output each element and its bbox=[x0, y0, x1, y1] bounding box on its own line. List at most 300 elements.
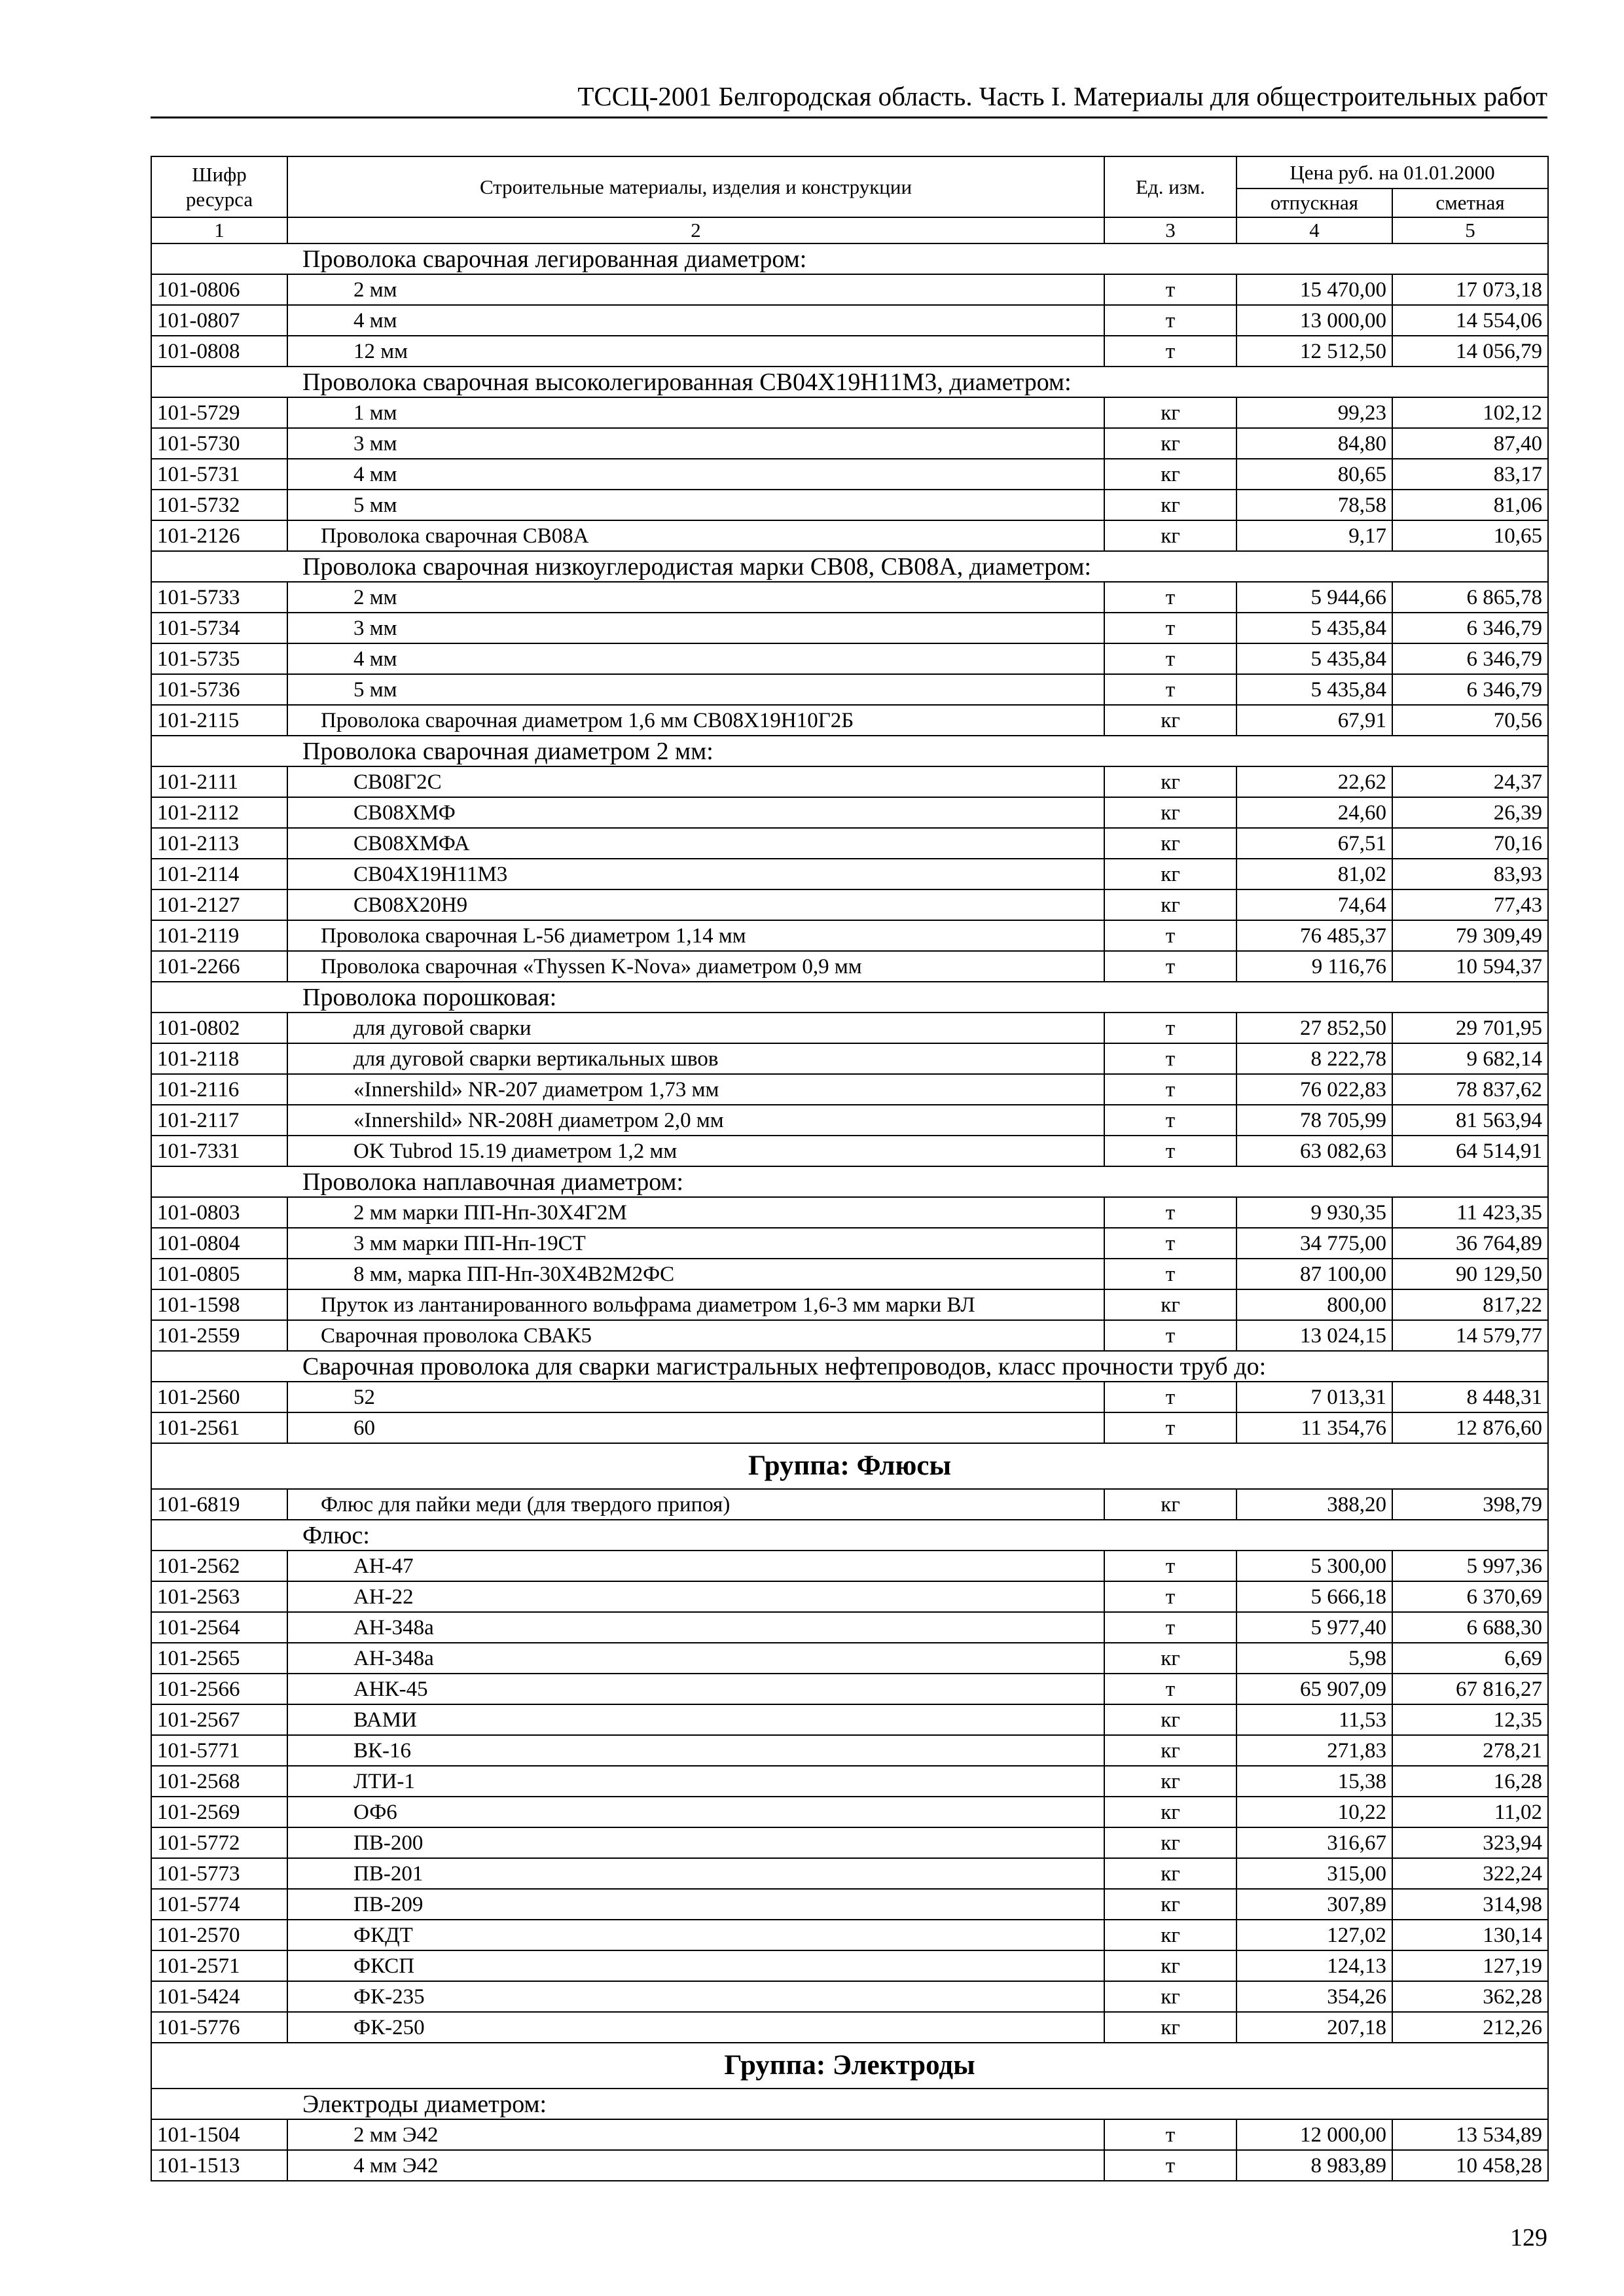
estimate-price-cell: 10,65 bbox=[1392, 520, 1548, 551]
release-price-cell: 9 930,35 bbox=[1236, 1197, 1392, 1228]
resource-code-cell: 101-2571 bbox=[151, 1950, 287, 1981]
unit-cell: т bbox=[1104, 613, 1236, 643]
table-row bbox=[151, 490, 1548, 520]
material-name-cell: OK Tubrod 15.19 диаметром 1,2 мм bbox=[287, 1136, 1104, 1166]
resource-code-cell: 101-0807 bbox=[151, 305, 287, 336]
release-price-cell: 307,89 bbox=[1236, 1889, 1392, 1920]
unit-cell: т bbox=[1104, 2119, 1236, 2150]
table-row bbox=[151, 1674, 1548, 1704]
resource-code-cell: 101-0806 bbox=[151, 274, 287, 305]
header-rule bbox=[151, 117, 1547, 118]
head-col-number: 5 bbox=[1392, 217, 1548, 243]
material-name-cell: 2 мм марки ПП-Нп-30Х4Г2М bbox=[287, 1197, 1104, 1228]
resource-code-cell: 101-5732 bbox=[151, 490, 287, 520]
unit-cell: т bbox=[1104, 274, 1236, 305]
unit-cell: кг bbox=[1104, 520, 1236, 551]
release-price-cell: 9 116,76 bbox=[1236, 951, 1392, 982]
unit-cell: кг bbox=[1104, 828, 1236, 859]
subgroup-title: Проволока сварочная низкоуглеродистая марки СВ08, СВ08А, диаметром: bbox=[151, 551, 1548, 582]
resource-code-cell: 101-5776 bbox=[151, 2012, 287, 2043]
table-row bbox=[151, 1766, 1548, 1797]
estimate-price-cell: 322,24 bbox=[1392, 1858, 1548, 1889]
release-price-cell: 81,02 bbox=[1236, 859, 1392, 889]
release-price-cell: 9,17 bbox=[1236, 520, 1392, 551]
table-row bbox=[151, 520, 1548, 551]
table-row bbox=[151, 1612, 1548, 1643]
release-price-cell: 13 024,15 bbox=[1236, 1320, 1392, 1351]
resource-code-cell: 101-1598 bbox=[151, 1289, 287, 1320]
unit-cell: кг bbox=[1104, 428, 1236, 459]
subgroup-row bbox=[151, 2089, 1548, 2119]
resource-code-cell: 101-2567 bbox=[151, 1704, 287, 1735]
unit-cell: кг bbox=[1104, 1489, 1236, 1520]
resource-code-cell: 101-2568 bbox=[151, 1766, 287, 1797]
release-price-cell: 67,51 bbox=[1236, 828, 1392, 859]
material-name-cell: Проволока сварочная L-56 диаметром 1,14 мм bbox=[287, 920, 1104, 951]
table-row bbox=[151, 274, 1548, 305]
table-row bbox=[151, 1551, 1548, 1581]
release-price-cell: 99,23 bbox=[1236, 397, 1392, 428]
estimate-price-cell: 362,28 bbox=[1392, 1981, 1548, 2012]
release-price-cell: 11,53 bbox=[1236, 1704, 1392, 1735]
resource-code-cell: 101-7331 bbox=[151, 1136, 287, 1166]
release-price-cell: 5 435,84 bbox=[1236, 643, 1392, 674]
estimate-price-cell: 83,93 bbox=[1392, 859, 1548, 889]
release-price-cell: 315,00 bbox=[1236, 1858, 1392, 1889]
table-row bbox=[151, 1489, 1548, 1520]
subgroup-row bbox=[151, 243, 1548, 274]
unit-cell: кг bbox=[1104, 1643, 1236, 1674]
table-row bbox=[151, 674, 1548, 705]
estimate-price-cell: 12,35 bbox=[1392, 1704, 1548, 1735]
material-name-cell: ЛТИ-1 bbox=[287, 1766, 1104, 1797]
release-price-cell: 5 435,84 bbox=[1236, 674, 1392, 705]
subgroup-title: Проволока сварочная высоколегированная СВ04Х19Н11М3, диаметром: bbox=[151, 367, 1548, 397]
table-row bbox=[151, 1382, 1548, 1412]
resource-code-cell: 101-5774 bbox=[151, 1889, 287, 1920]
estimate-price-cell: 67 816,27 bbox=[1392, 1674, 1548, 1704]
table-row bbox=[151, 459, 1548, 490]
release-price-cell: 34 775,00 bbox=[1236, 1228, 1392, 1259]
unit-cell: кг bbox=[1104, 1889, 1236, 1920]
subgroup-title: Флюс: bbox=[151, 1520, 1548, 1551]
estimate-price-cell: 6 688,30 bbox=[1392, 1612, 1548, 1643]
release-price-cell: 15 470,00 bbox=[1236, 274, 1392, 305]
material-name-cell: ПВ-209 bbox=[287, 1889, 1104, 1920]
release-price-cell: 65 907,09 bbox=[1236, 1674, 1392, 1704]
unit-cell: кг bbox=[1104, 490, 1236, 520]
release-price-cell: 207,18 bbox=[1236, 2012, 1392, 2043]
unit-cell: кг bbox=[1104, 1735, 1236, 1766]
estimate-price-cell: 79 309,49 bbox=[1392, 920, 1548, 951]
release-price-cell: 78,58 bbox=[1236, 490, 1392, 520]
table-row bbox=[151, 1797, 1548, 1827]
table-row bbox=[151, 1043, 1548, 1074]
head-estimate-price: сметная bbox=[1392, 188, 1548, 217]
material-name-cell: ФКСП bbox=[287, 1950, 1104, 1981]
material-name-cell: 8 мм, марка ПП-Нп-30Х4В2М2ФС bbox=[287, 1259, 1104, 1289]
release-price-cell: 80,65 bbox=[1236, 459, 1392, 490]
table-row bbox=[151, 828, 1548, 859]
unit-cell: кг bbox=[1104, 397, 1236, 428]
resource-code-cell: 101-2564 bbox=[151, 1612, 287, 1643]
release-price-cell: 78 705,99 bbox=[1236, 1105, 1392, 1136]
resource-code-cell: 101-5424 bbox=[151, 1981, 287, 2012]
estimate-price-cell: 14 554,06 bbox=[1392, 305, 1548, 336]
group-row bbox=[151, 2043, 1548, 2089]
material-name-cell: АН-22 bbox=[287, 1581, 1104, 1612]
estimate-price-cell: 398,79 bbox=[1392, 1489, 1548, 1520]
release-price-cell: 271,83 bbox=[1236, 1735, 1392, 1766]
material-name-cell: ВАМИ bbox=[287, 1704, 1104, 1735]
table-row bbox=[151, 705, 1548, 736]
resource-code-cell: 101-5734 bbox=[151, 613, 287, 643]
material-name-cell: 3 мм bbox=[287, 428, 1104, 459]
unit-cell: т bbox=[1104, 1074, 1236, 1105]
material-name-cell: «Innershild» NR-207 диаметром 1,73 мм bbox=[287, 1074, 1104, 1105]
unit-cell: кг bbox=[1104, 859, 1236, 889]
table-row bbox=[151, 1289, 1548, 1320]
material-name-cell: Флюс для пайки меди (для твердого припоя) bbox=[287, 1489, 1104, 1520]
estimate-price-cell: 323,94 bbox=[1392, 1827, 1548, 1858]
resource-code-cell: 101-5773 bbox=[151, 1858, 287, 1889]
release-price-cell: 124,13 bbox=[1236, 1950, 1392, 1981]
resource-code-cell: 101-2119 bbox=[151, 920, 287, 951]
head-col-number: 2 bbox=[287, 217, 1104, 243]
material-name-cell: ФК-250 bbox=[287, 2012, 1104, 2043]
estimate-price-cell: 26,39 bbox=[1392, 797, 1548, 828]
table-row bbox=[151, 889, 1548, 920]
subgroup-row bbox=[151, 982, 1548, 1013]
table-row bbox=[151, 1950, 1548, 1981]
resource-code-cell: 101-0802 bbox=[151, 1013, 287, 1043]
group-row bbox=[151, 1443, 1548, 1489]
unit-cell: кг bbox=[1104, 1950, 1236, 1981]
estimate-price-cell: 278,21 bbox=[1392, 1735, 1548, 1766]
resource-code-cell: 101-2114 bbox=[151, 859, 287, 889]
release-price-cell: 5 977,40 bbox=[1236, 1612, 1392, 1643]
resource-code-cell: 101-2126 bbox=[151, 520, 287, 551]
subgroup-title: Сварочная проволока для сварки магистральных нефтепроводов, класс прочности труб до: bbox=[151, 1351, 1548, 1382]
estimate-price-cell: 10 594,37 bbox=[1392, 951, 1548, 982]
table-row bbox=[151, 1105, 1548, 1136]
release-price-cell: 10,22 bbox=[1236, 1797, 1392, 1827]
table-row bbox=[151, 1074, 1548, 1105]
unit-cell: кг bbox=[1104, 2012, 1236, 2043]
resource-code-cell: 101-2112 bbox=[151, 797, 287, 828]
unit-cell: т bbox=[1104, 1412, 1236, 1443]
table-body bbox=[151, 243, 1548, 2181]
resource-code-cell: 101-2569 bbox=[151, 1797, 287, 1827]
estimate-price-cell: 12 876,60 bbox=[1392, 1412, 1548, 1443]
table-row bbox=[151, 1704, 1548, 1735]
estimate-price-cell: 70,16 bbox=[1392, 828, 1548, 859]
table-row bbox=[151, 951, 1548, 982]
head-name: Строительные материалы, изделия и конструкции bbox=[287, 156, 1104, 217]
estimate-price-cell: 64 514,91 bbox=[1392, 1136, 1548, 1166]
subgroup-title: Электроды диаметром: bbox=[151, 2089, 1548, 2119]
unit-cell: т bbox=[1104, 1259, 1236, 1289]
material-name-cell: 4 мм bbox=[287, 305, 1104, 336]
table-row bbox=[151, 305, 1548, 336]
release-price-cell: 24,60 bbox=[1236, 797, 1392, 828]
material-name-cell: ОФ6 bbox=[287, 1797, 1104, 1827]
unit-cell: т bbox=[1104, 305, 1236, 336]
resource-code-cell: 101-5772 bbox=[151, 1827, 287, 1858]
release-price-cell: 12 512,50 bbox=[1236, 336, 1392, 367]
estimate-price-cell: 90 129,50 bbox=[1392, 1259, 1548, 1289]
material-name-cell: 1 мм bbox=[287, 397, 1104, 428]
unit-cell: т bbox=[1104, 1674, 1236, 1704]
resource-code-cell: 101-5771 bbox=[151, 1735, 287, 1766]
release-price-cell: 127,02 bbox=[1236, 1920, 1392, 1950]
resource-code-cell: 101-2111 bbox=[151, 766, 287, 797]
material-name-cell: 5 мм bbox=[287, 490, 1104, 520]
unit-cell: кг bbox=[1104, 1920, 1236, 1950]
material-name-cell: «Innershild» NR-208Н диаметром 2,0 мм bbox=[287, 1105, 1104, 1136]
material-name-cell: ПВ-201 bbox=[287, 1858, 1104, 1889]
resource-code-cell: 101-0804 bbox=[151, 1228, 287, 1259]
estimate-price-cell: 6 346,79 bbox=[1392, 613, 1548, 643]
estimate-price-cell: 24,37 bbox=[1392, 766, 1548, 797]
estimate-price-cell: 83,17 bbox=[1392, 459, 1548, 490]
material-name-cell: Проволока сварочная «Thyssen K-Nova» диаметром 0,9 мм bbox=[287, 951, 1104, 982]
resource-code-cell: 101-0805 bbox=[151, 1259, 287, 1289]
resource-code-cell: 101-2113 bbox=[151, 828, 287, 859]
material-name-cell: СВ08Г2С bbox=[287, 766, 1104, 797]
table-row bbox=[151, 1013, 1548, 1043]
table-row bbox=[151, 2012, 1548, 2043]
table-row bbox=[151, 797, 1548, 828]
page-number: 129 bbox=[1510, 2224, 1547, 2251]
release-price-cell: 7 013,31 bbox=[1236, 1382, 1392, 1412]
release-price-cell: 15,38 bbox=[1236, 1766, 1392, 1797]
release-price-cell: 13 000,00 bbox=[1236, 305, 1392, 336]
resource-code-cell: 101-2563 bbox=[151, 1581, 287, 1612]
table-row bbox=[151, 1320, 1548, 1351]
release-price-cell: 12 000,00 bbox=[1236, 2119, 1392, 2150]
head-price: Цена руб. на 01.01.2000 bbox=[1236, 156, 1548, 188]
estimate-price-cell: 78 837,62 bbox=[1392, 1074, 1548, 1105]
resource-code-cell: 101-0808 bbox=[151, 336, 287, 367]
material-name-cell: 4 мм bbox=[287, 459, 1104, 490]
unit-cell: кг bbox=[1104, 1289, 1236, 1320]
head-release-price: отпускная bbox=[1236, 188, 1392, 217]
estimate-price-cell: 87,40 bbox=[1392, 428, 1548, 459]
table-row bbox=[151, 2150, 1548, 2181]
release-price-cell: 8 222,78 bbox=[1236, 1043, 1392, 1074]
release-price-cell: 76 485,37 bbox=[1236, 920, 1392, 951]
estimate-price-cell: 81,06 bbox=[1392, 490, 1548, 520]
unit-cell: кг bbox=[1104, 1858, 1236, 1889]
estimate-price-cell: 81 563,94 bbox=[1392, 1105, 1548, 1136]
subgroup-title: Проволока сварочная легированная диаметром: bbox=[151, 243, 1548, 274]
resource-code-cell: 101-2559 bbox=[151, 1320, 287, 1351]
unit-cell: т bbox=[1104, 1197, 1236, 1228]
material-name-cell: СВ08Х20Н9 bbox=[287, 889, 1104, 920]
estimate-price-cell: 6 865,78 bbox=[1392, 582, 1548, 613]
release-price-cell: 84,80 bbox=[1236, 428, 1392, 459]
subgroup-title: Проволока сварочная диаметром 2 мм: bbox=[151, 736, 1548, 766]
table-row bbox=[151, 1858, 1548, 1889]
estimate-price-cell: 130,14 bbox=[1392, 1920, 1548, 1950]
estimate-price-cell: 11,02 bbox=[1392, 1797, 1548, 1827]
unit-cell: кг bbox=[1104, 766, 1236, 797]
estimate-price-cell: 5 997,36 bbox=[1392, 1551, 1548, 1581]
material-name-cell: для дуговой сварки bbox=[287, 1013, 1104, 1043]
release-price-cell: 388,20 bbox=[1236, 1489, 1392, 1520]
release-price-cell: 27 852,50 bbox=[1236, 1013, 1392, 1043]
table-row bbox=[151, 613, 1548, 643]
table-row bbox=[151, 1228, 1548, 1259]
table-row bbox=[151, 1259, 1548, 1289]
material-name-cell: 2 мм Э42 bbox=[287, 2119, 1104, 2150]
material-name-cell: АН-47 bbox=[287, 1551, 1104, 1581]
material-name-cell: Пруток из лантанированного вольфрама диаметром 1,6-3 мм марки ВЛ bbox=[287, 1289, 1104, 1320]
page-header-title: ТССЦ-2001 Белгородская область. Часть I. Материалы для общестроительных работ bbox=[577, 81, 1547, 111]
material-name-cell: СВ08ХМФА bbox=[287, 828, 1104, 859]
resource-code-cell: 101-2562 bbox=[151, 1551, 287, 1581]
table-row bbox=[151, 1412, 1548, 1443]
table-row bbox=[151, 1643, 1548, 1674]
material-name-cell: ПВ-200 bbox=[287, 1827, 1104, 1858]
table-row bbox=[151, 920, 1548, 951]
estimate-price-cell: 77,43 bbox=[1392, 889, 1548, 920]
estimate-price-cell: 70,56 bbox=[1392, 705, 1548, 736]
release-price-cell: 87 100,00 bbox=[1236, 1259, 1392, 1289]
unit-cell: т bbox=[1104, 582, 1236, 613]
material-name-cell: 5 мм bbox=[287, 674, 1104, 705]
resource-code-cell: 101-5731 bbox=[151, 459, 287, 490]
unit-cell: т bbox=[1104, 336, 1236, 367]
estimate-price-cell: 11 423,35 bbox=[1392, 1197, 1548, 1228]
unit-cell: кг bbox=[1104, 1827, 1236, 1858]
table-row bbox=[151, 397, 1548, 428]
table-row bbox=[151, 1920, 1548, 1950]
material-name-cell: 12 мм bbox=[287, 336, 1104, 367]
resource-code-cell: 101-2115 bbox=[151, 705, 287, 736]
table-row bbox=[151, 1735, 1548, 1766]
release-price-cell: 800,00 bbox=[1236, 1289, 1392, 1320]
subgroup-title: Проволока порошковая: bbox=[151, 982, 1548, 1013]
estimate-price-cell: 29 701,95 bbox=[1392, 1013, 1548, 1043]
unit-cell: т bbox=[1104, 1581, 1236, 1612]
estimate-price-cell: 6 370,69 bbox=[1392, 1581, 1548, 1612]
subgroup-row bbox=[151, 367, 1548, 397]
subgroup-row bbox=[151, 1520, 1548, 1551]
release-price-cell: 74,64 bbox=[1236, 889, 1392, 920]
resource-code-cell: 101-0803 bbox=[151, 1197, 287, 1228]
table-row bbox=[151, 766, 1548, 797]
unit-cell: т bbox=[1104, 2150, 1236, 2181]
release-price-cell: 76 022,83 bbox=[1236, 1074, 1392, 1105]
resource-code-cell: 101-1513 bbox=[151, 2150, 287, 2181]
group-title: Группа: Электроды bbox=[151, 2043, 1548, 2089]
release-price-cell: 354,26 bbox=[1236, 1981, 1392, 2012]
release-price-cell: 22,62 bbox=[1236, 766, 1392, 797]
resource-code-cell: 101-5736 bbox=[151, 674, 287, 705]
material-name-cell: 60 bbox=[287, 1412, 1104, 1443]
release-price-cell: 11 354,76 bbox=[1236, 1412, 1392, 1443]
resource-code-cell: 101-2117 bbox=[151, 1105, 287, 1136]
estimate-price-cell: 36 764,89 bbox=[1392, 1228, 1548, 1259]
material-name-cell: СВ08ХМФ bbox=[287, 797, 1104, 828]
resource-code-cell: 101-2566 bbox=[151, 1674, 287, 1704]
estimate-price-cell: 102,12 bbox=[1392, 397, 1548, 428]
material-name-cell: АНК-45 bbox=[287, 1674, 1104, 1704]
estimate-price-cell: 314,98 bbox=[1392, 1889, 1548, 1920]
estimate-price-cell: 8 448,31 bbox=[1392, 1382, 1548, 1412]
resource-code-cell: 101-1504 bbox=[151, 2119, 287, 2150]
table-row bbox=[151, 336, 1548, 367]
resource-code-cell: 101-2116 bbox=[151, 1074, 287, 1105]
table-row bbox=[151, 1981, 1548, 2012]
material-name-cell: 4 мм bbox=[287, 643, 1104, 674]
resource-code-cell: 101-2127 bbox=[151, 889, 287, 920]
material-name-cell: Сварочная проволока СВАК5 bbox=[287, 1320, 1104, 1351]
unit-cell: т bbox=[1104, 1551, 1236, 1581]
resource-code-cell: 101-2118 bbox=[151, 1043, 287, 1074]
estimate-price-cell: 6,69 bbox=[1392, 1643, 1548, 1674]
group-title: Группа: Флюсы bbox=[151, 1443, 1548, 1489]
release-price-cell: 8 983,89 bbox=[1236, 2150, 1392, 2181]
table-row bbox=[151, 2119, 1548, 2150]
unit-cell: т bbox=[1104, 1320, 1236, 1351]
estimate-price-cell: 10 458,28 bbox=[1392, 2150, 1548, 2181]
unit-cell: т bbox=[1104, 643, 1236, 674]
unit-cell: т bbox=[1104, 1013, 1236, 1043]
table-row bbox=[151, 1197, 1548, 1228]
unit-cell: т bbox=[1104, 951, 1236, 982]
table-row bbox=[151, 1581, 1548, 1612]
release-price-cell: 5 300,00 bbox=[1236, 1551, 1392, 1581]
estimate-price-cell: 13 534,89 bbox=[1392, 2119, 1548, 2150]
material-name-cell: 2 мм bbox=[287, 274, 1104, 305]
head-code: Шифр ресурса bbox=[151, 156, 287, 217]
release-price-cell: 63 082,63 bbox=[1236, 1136, 1392, 1166]
head-col-number: 3 bbox=[1104, 217, 1236, 243]
table-row bbox=[151, 1136, 1548, 1166]
estimate-price-cell: 127,19 bbox=[1392, 1950, 1548, 1981]
resource-code-cell: 101-2570 bbox=[151, 1920, 287, 1950]
unit-cell: кг bbox=[1104, 1704, 1236, 1735]
unit-cell: т bbox=[1104, 1228, 1236, 1259]
unit-cell: кг bbox=[1104, 889, 1236, 920]
estimate-price-cell: 17 073,18 bbox=[1392, 274, 1548, 305]
material-name-cell: для дуговой сварки вертикальных швов bbox=[287, 1043, 1104, 1074]
resource-code-cell: 101-2560 bbox=[151, 1382, 287, 1412]
subgroup-row bbox=[151, 551, 1548, 582]
head-col-number: 4 bbox=[1236, 217, 1392, 243]
unit-cell: кг bbox=[1104, 459, 1236, 490]
resource-code-cell: 101-2565 bbox=[151, 1643, 287, 1674]
table-row bbox=[151, 428, 1548, 459]
unit-cell: кг bbox=[1104, 1797, 1236, 1827]
table-head bbox=[151, 156, 1548, 243]
release-price-cell: 67,91 bbox=[1236, 705, 1392, 736]
resource-code-cell: 101-5735 bbox=[151, 643, 287, 674]
unit-cell: т bbox=[1104, 1612, 1236, 1643]
table-row bbox=[151, 643, 1548, 674]
subgroup-title: Проволока наплавочная диаметром: bbox=[151, 1166, 1548, 1197]
head-unit: Ед. изм. bbox=[1104, 156, 1236, 217]
material-name-cell: 2 мм bbox=[287, 582, 1104, 613]
material-name-cell: Проволока сварочная СВ08А bbox=[287, 520, 1104, 551]
estimate-price-cell: 817,22 bbox=[1392, 1289, 1548, 1320]
material-name-cell: ФКДТ bbox=[287, 1920, 1104, 1950]
table-row bbox=[151, 582, 1548, 613]
estimate-price-cell: 6 346,79 bbox=[1392, 643, 1548, 674]
